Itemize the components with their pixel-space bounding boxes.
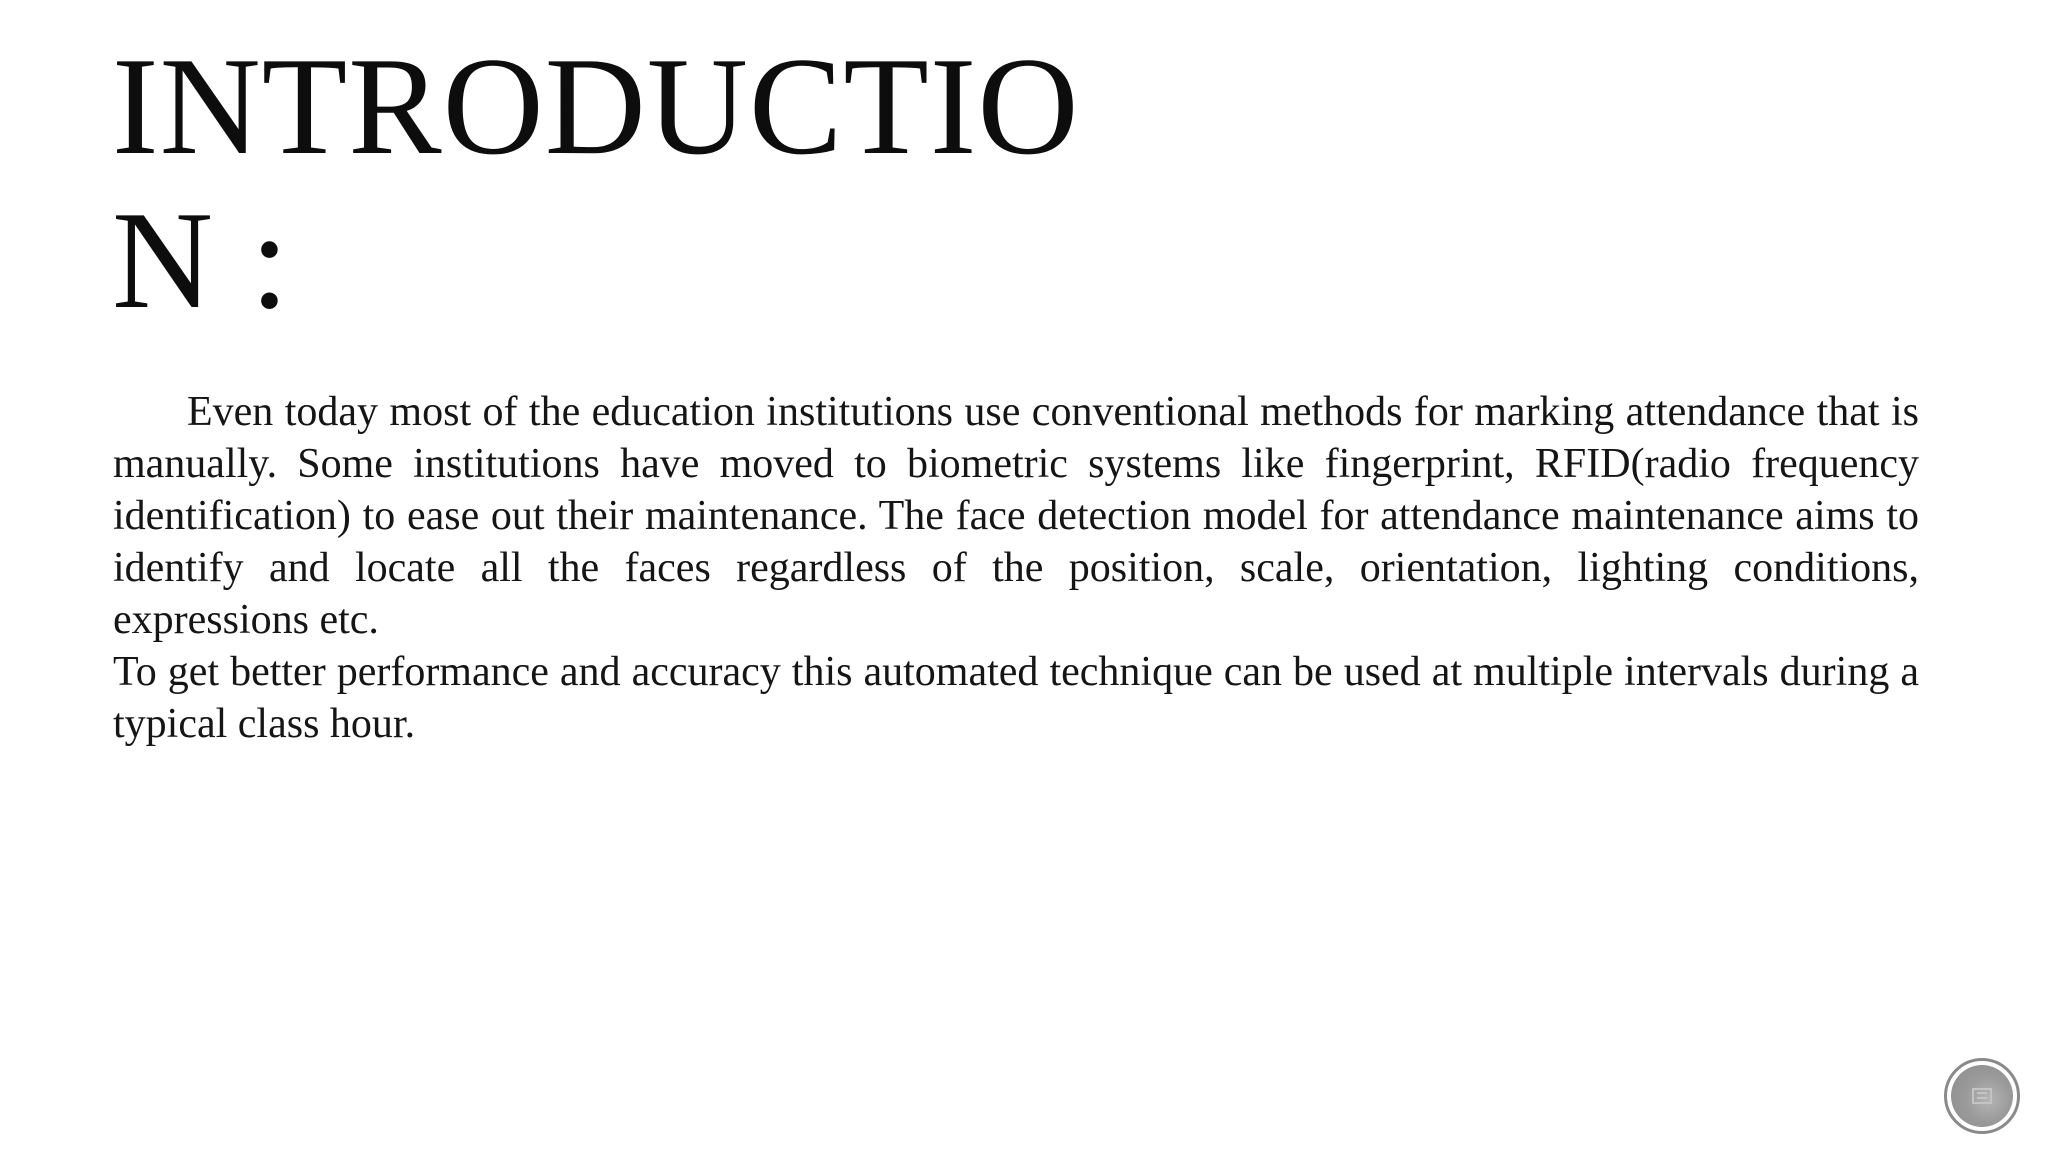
body-paragraph-2: To get better performance and accuracy this automated technique can be used at multiple intervals during a typical class hour. [113, 649, 1919, 747]
slide-nav-circle-icon[interactable] [1944, 1058, 2020, 1134]
body-paragraph-1: Even today most of the education institutions use conventional methods for marking attendance that is manually. Some institutions have moved to biometric systems like fingerprint, RFID(radio frequency identification) to ease out their maintenance. The face detection model for attendance maintenance aims to identify and locate all the faces regardless of the position, scale, orientation, lighting conditions, expressions etc. [113, 389, 1919, 643]
nav-glyph-icon [1967, 1081, 1997, 1111]
nav-inner-disc [1951, 1065, 2013, 1127]
slide-title: INTRODUCTION : [112, 29, 1080, 338]
slide-body [113, 386, 1919, 750]
